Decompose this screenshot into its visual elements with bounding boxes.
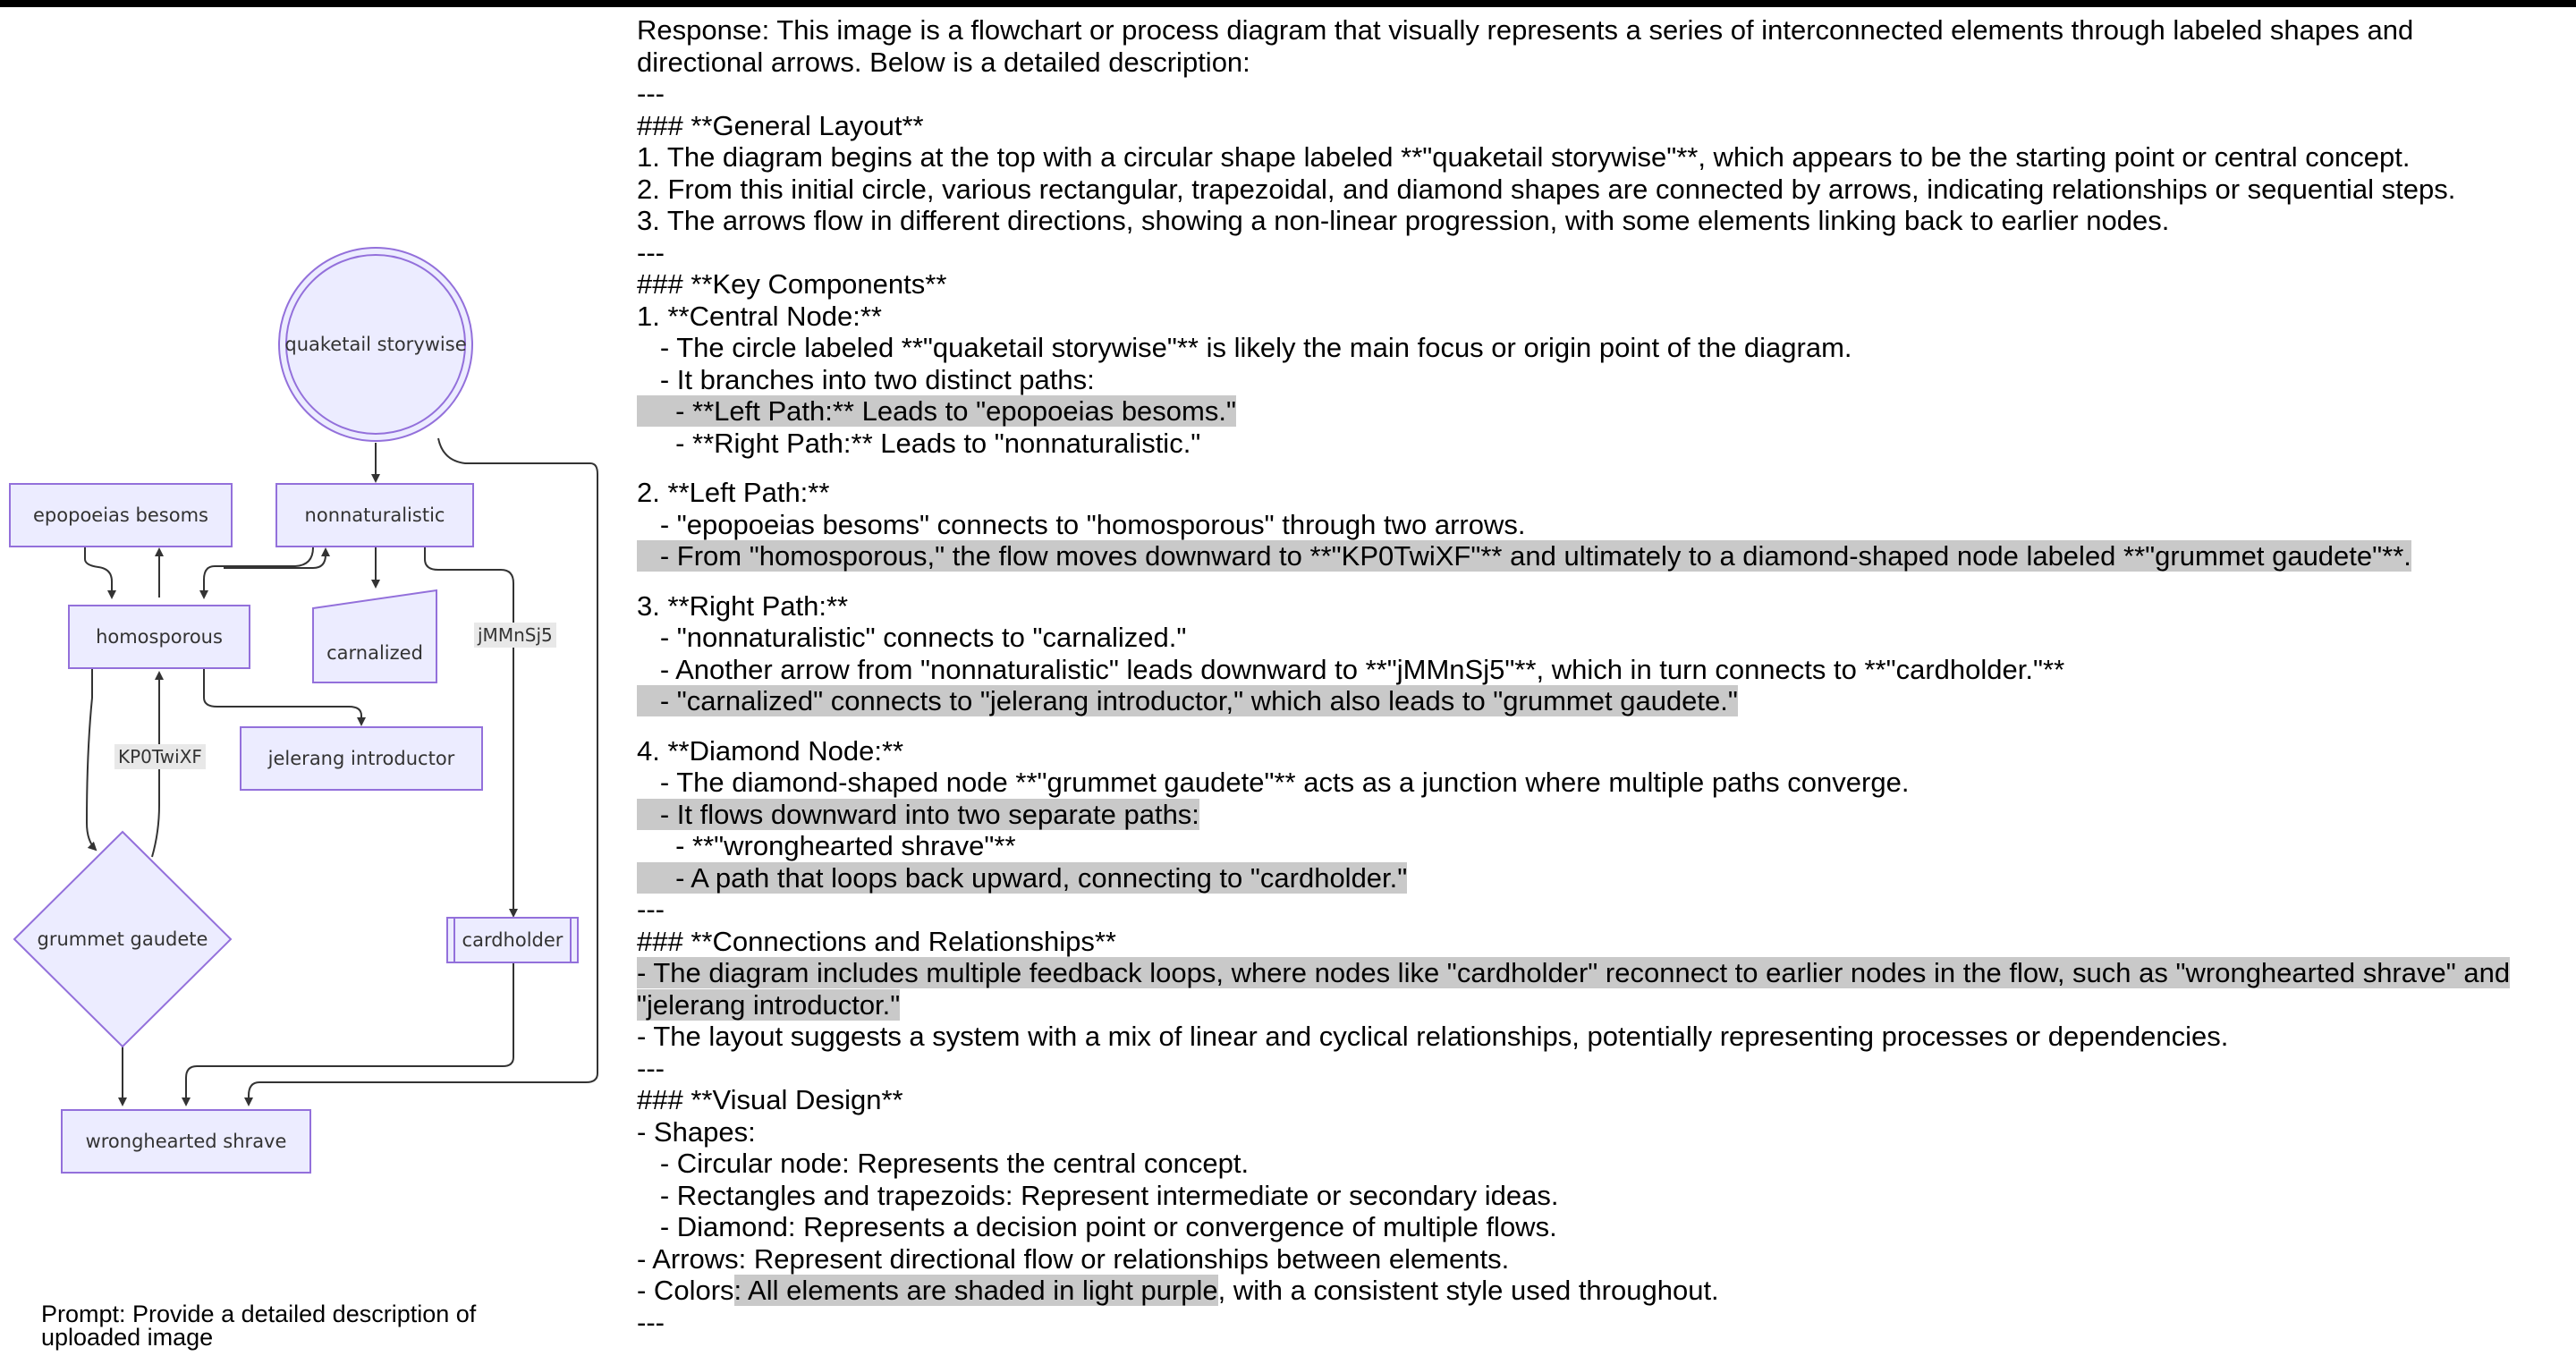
response-line-highlighted: - From "homosporous," the flow moves downward to **"KP0TwiXF"** and ultimately to a diamond-shaped node labeled **"grummet gaudete"**. [637, 540, 2411, 572]
response-line-highlighted: "jelerang introductor." [637, 988, 901, 1021]
response-text [637, 14, 2560, 1338]
response-line-highlighted: - **Left Path:** Leads to "epopoeias besoms." [637, 395, 1236, 427]
response-line: - The diamond-shaped node **"grummet gaudete"** acts as a junction where multiple paths converge. [637, 767, 1910, 798]
response-line: - Diamond: Represents a decision point or convergence of multiple flows. [637, 1211, 1557, 1242]
response-line: 1. **Central Node:** [637, 300, 882, 332]
response-line: --- [637, 236, 665, 268]
response-line: - The circle labeled **"quaketail storywise"** is likely the main focus or origin point of the diagram. [637, 332, 1852, 363]
prompt-line-1: Prompt: Provide a detailed description of [41, 1301, 477, 1327]
edge-nonnaturalistic-homosporous [204, 547, 313, 597]
response-line: --- [637, 894, 665, 925]
response-line: - Shapes: [637, 1115, 756, 1148]
response-line: ### **Key Components** [637, 268, 947, 300]
prompt-line-2: uploaded image [41, 1324, 214, 1351]
edge-epopoeias-homosporous [85, 547, 112, 597]
node-homosporous: homosporous [68, 605, 250, 669]
response-line-colors [637, 1275, 2560, 1307]
edge-label-kp0: KP0TwiXF [114, 744, 206, 769]
node-jelerang: jelerang introductor [240, 726, 483, 791]
node-wronghearted: wronghearted shrave [61, 1109, 311, 1174]
edge-cardholder-wronghearted [186, 962, 513, 1105]
node-carnalized-label: carnalized [326, 642, 423, 664]
response-line-highlighted: - A path that loops back upward, connecting to "cardholder." [637, 861, 1408, 894]
response-line-highlighted: - It flows downward into two separate paths: [637, 798, 1199, 830]
response-line: 4. **Diamond Node:** [637, 734, 904, 767]
colors-suffix: , with a consistent style used throughout. [1217, 1275, 1719, 1306]
response-line: ### **Visual Design** [637, 1084, 903, 1115]
response-line: - Rectangles and trapezoids: Represent intermediate or secondary ideas. [637, 1179, 1559, 1211]
response-line: 2. **Left Path:** [637, 477, 830, 508]
response-line: - "epopoeias besoms" connects to "homosporous" through two arrows. [637, 508, 1526, 540]
response-line: 2. From this initial circle, various rectangular, trapezoidal, and diamond shapes are connected by arrows, indicating relationships or sequential steps. [637, 173, 2456, 205]
colors-highlight: : All elements are shaded in light purple [733, 1275, 1218, 1306]
response-line: ### **Connections and Relationships** [637, 925, 1116, 957]
response-line: 1. The diagram begins at the top with a circular shape labeled **"quaketail storywise"**, which appears to be the starting point or central concept. [637, 141, 2411, 173]
node-epopoeias: epopoeias besoms [9, 483, 233, 547]
node-cardholder-label: cardholder [462, 929, 564, 951]
node-carnalized-shape [313, 590, 436, 682]
response-line: - It branches into two distinct paths: [637, 363, 1095, 395]
prompt-text [41, 1302, 596, 1349]
response-line: 3. **Right Path:** [637, 589, 849, 622]
response-line: Response: This image is a flowchart or process diagram that visually represents a series of interconnected elements through labeled shapes and [637, 14, 2414, 46]
response-line: --- [637, 1052, 665, 1084]
edge-label-jmm: jMMnSj5 [474, 623, 556, 648]
response-line: --- [637, 78, 665, 109]
edge-homosporous-grummet [87, 669, 96, 850]
node-quaketail-label: quaketail storywise [284, 334, 467, 355]
response-line: - The layout suggests a system with a mix of linear and cyclical relationships, potentially representing processes or dependencies. [637, 1021, 2229, 1052]
response-line-highlighted: - "carnalized" connects to "jelerang introductor," which also leads to "grummet gaudete." [637, 685, 1738, 716]
response-line: - Another arrow from "nonnaturalistic" leads downward to **"jMMnSj5"**, which in turn connects to **"cardholder."** [637, 653, 2065, 685]
top-bar [0, 0, 2576, 7]
colors-prefix: - Colors [637, 1275, 734, 1306]
response-line: 3. The arrows flow in different directions, showing a non-linear progression, with some elements linking back to earlier nodes. [637, 205, 2170, 236]
response-line: ### **General Layout** [637, 109, 924, 141]
node-nonnaturalistic: nonnaturalistic [275, 483, 474, 547]
flowchart [0, 215, 626, 1208]
response-line: - Arrows: Represent directional flow or relationships between elements. [637, 1242, 1510, 1275]
response-line: - "nonnaturalistic" connects to "carnalized." [637, 622, 1187, 653]
response-line: - **"wronghearted shrave"** [637, 830, 1016, 861]
response-line: directional arrows. Below is a detailed description: [637, 46, 1250, 78]
flowchart-edges [0, 215, 626, 1208]
node-grummet-label: grummet gaudete [37, 928, 208, 950]
response-line: - Circular node: Represents the central concept. [637, 1148, 1250, 1179]
response-line: --- [637, 1306, 665, 1338]
response-line-highlighted: - The diagram includes multiple feedback loops, where nodes like "cardholder" reconnect to earlier nodes in the flow, such as "wronghearted shrave" and [637, 957, 2511, 988]
response-line: - **Right Path:** Leads to "nonnaturalistic." [637, 427, 1201, 459]
